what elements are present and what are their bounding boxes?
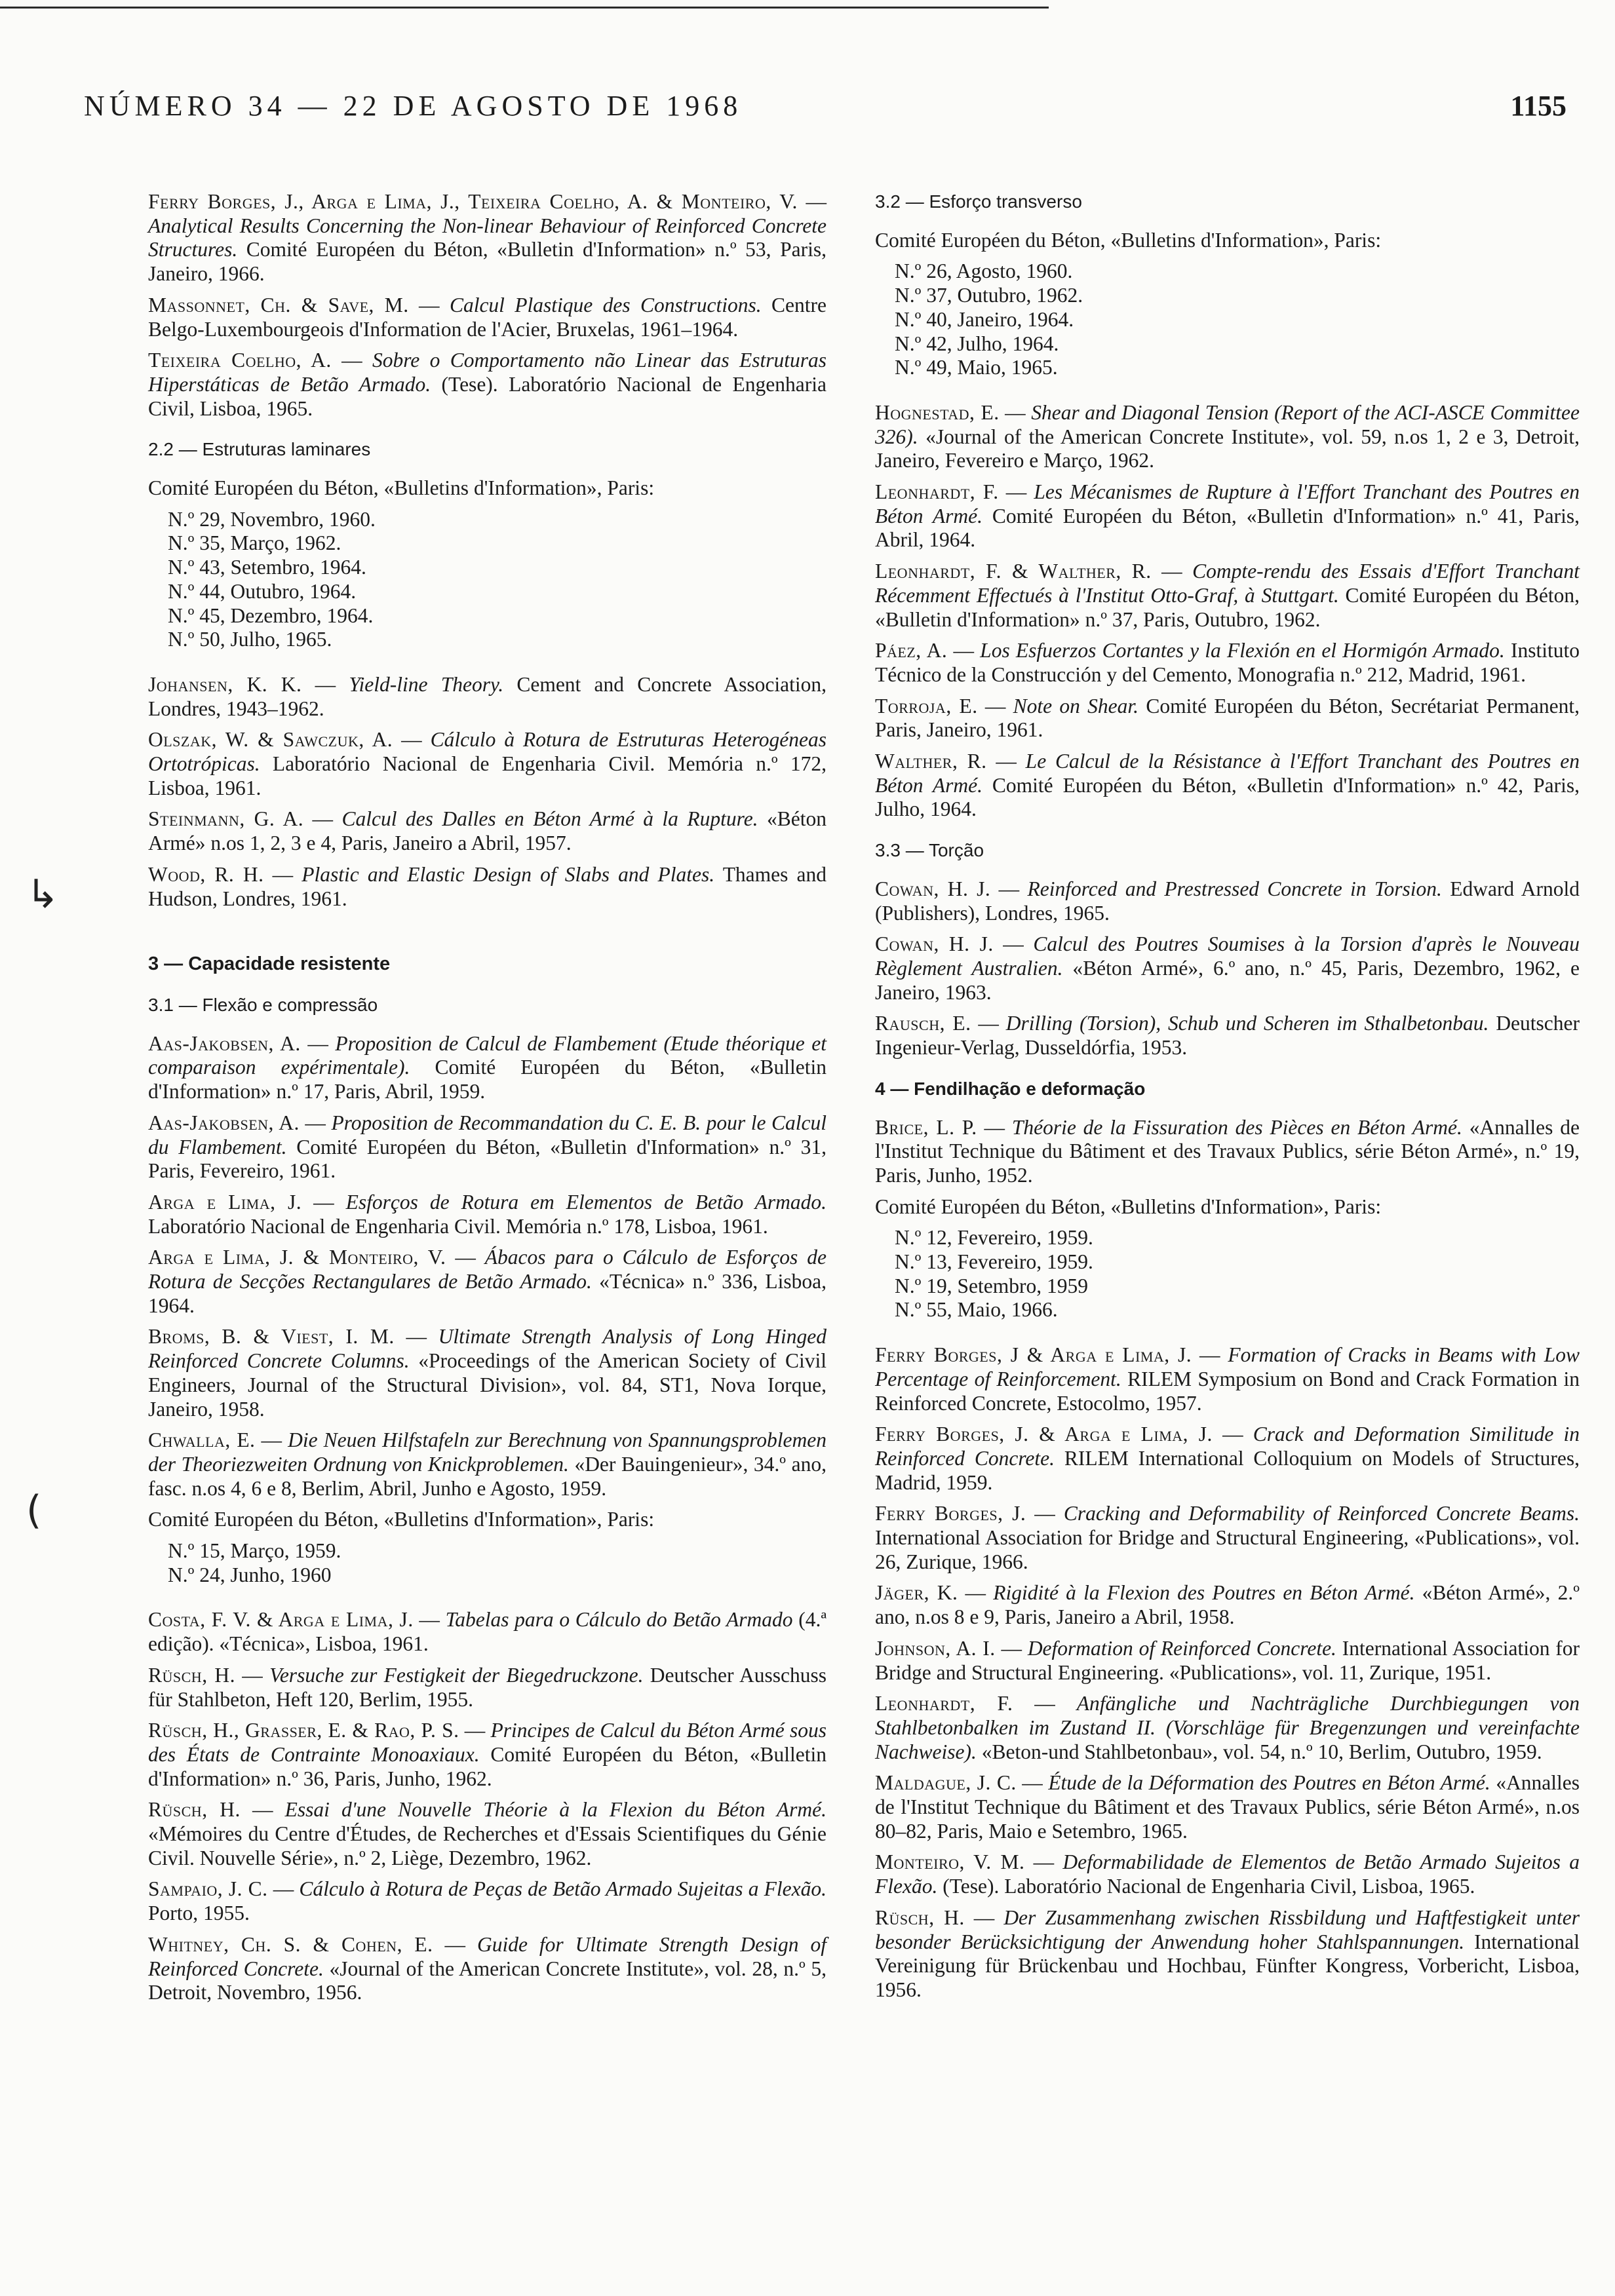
reference-entry: Broms, B. & Viest, I. M. — Ultimate Strength Analysis of Long Hinged Reinforced Concrete Columns. «Proceedings of the American Society of Civil Engineers, Journal of the Structural Division», vol. 84, ST1, Nova Iorque, Janeiro, 1958. <box>148 1325 827 1421</box>
reference-entry: Brice, L. P. — Théorie de la Fissuration des Pièces en Béton Armé. «Annalles de l'Institut Technique du Bâtiment et des Travaux Publics, série Béton Armé», n.º 19, Paris, Junho, 1952. <box>875 1115 1580 1187</box>
reference-entry: Monteiro, V. M. — Deformabilidade de Elementos de Betão Armado Sujeitos a Flexão. (Tese). Laboratório Nacional de Engenharia Civil, Lisboa, 1965. <box>875 1850 1580 1898</box>
reference-title: Principes de Calcul du Béton Armé sous des États de Contrainte Monoaxiaux. <box>148 1719 827 1766</box>
page-header <box>84 89 1566 142</box>
reference-title: Crack and Deformation Similitude in Reinforced Concrete. <box>875 1423 1580 1470</box>
bulletin-issue: N.º 42, Julho, 1964. <box>895 332 1059 355</box>
reference-details: Laboratório Nacional de Engenharia Civil. Memória n.º 178, Lisboa, 1961. <box>148 1214 768 1238</box>
section-heading-3: 3 — Capacidade resistente <box>148 953 391 975</box>
reference-author: Leonhardt, F. & Walther, R. <box>875 560 1152 583</box>
reference-title: Théorie de la Fissuration des Pièces en Béton Armé. <box>1011 1115 1462 1139</box>
reference-author: Rüsch, H. <box>148 1663 235 1687</box>
reference-list <box>148 1608 827 2005</box>
reference-entry: Ferry Borges, J., Arga e Lima, J., Teixeira Coelho, A. & Monteiro, V. — Analytical Results Concerning the Non-linear Behaviour of Reinforced Concrete Structures. Comité Européen du Béton, «Bulletin d'Information» n.º 53, Paris, Janeiro, 1966. <box>148 190 827 286</box>
reference-title: Essai d'une Nouvelle Théorie à la Flexion du Béton Armé. <box>284 1798 827 1822</box>
reference-details: (Tese). Laboratório Nacional de Engenharia Civil, Lisboa, 1965. <box>943 1875 1475 1898</box>
bulletin-issue: N.º 13, Fevereiro, 1959. <box>895 1250 1093 1274</box>
reference-details: «Béton Armé» n.os 1, 2, 3 e 4, Paris, Janeiro a Abril, 1957. <box>148 807 827 855</box>
reference-entry: Maldague, J. C. — Étude de la Déformation des Poutres en Béton Armé. «Annalles de l'Institut Technique du Bâtiment et des Travaux Publics, série Béton Armé», n.os 80–82, Paris, Maio e Setembro, 1965. <box>875 1771 1580 1843</box>
reference-author: Rausch, E. <box>875 1012 971 1035</box>
reference-entry: Massonnet, Ch. & Save, M. — Calcul Plastique des Constructions. Centre Belgo-Luxembourgeois d'Information de l'Acier, Bruxelas, 1961–1964. <box>148 293 827 341</box>
bulletin-issues-list <box>895 1226 1580 1322</box>
reference-author: Massonnet, Ch. & Save, M. <box>148 293 409 316</box>
reference-title: Proposition de Recommandation du C. E. B. pour le Calcul du Flambement. <box>148 1111 827 1158</box>
reference-list <box>875 877 1580 1060</box>
reference-author: Aas-Jakobsen, A. <box>148 1031 301 1055</box>
reference-details: Comité Européen du Béton, «Bulletin d'Information» n.º 17, Paris, Abril, 1959. <box>148 1056 827 1103</box>
reference-author: Olszak, W. & Sawczuk, A. <box>148 728 393 752</box>
reference-details: «Journal of the American Concrete Institute», vol. 28, n.º 5, Detroit, Novembro, 1956. <box>148 1957 827 2004</box>
reference-title: Cracking and Deformability of Reinforced Concrete Beams. <box>1063 1502 1580 1525</box>
reference-title: Der Zusammenhang zwischen Rissbildung und Haftfestigkeit unter besonder Berücksichtigung der Anwendung hoher Stahlspannungen. <box>875 1905 1580 1953</box>
reference-author: Rüsch, H. <box>875 1905 965 1929</box>
reference-title: Formation of Cracks in Beams with Low Percentage of Reinforcement. <box>875 1343 1580 1390</box>
reference-entry: Arga e Lima, J. — Esforços de Rotura em Elementos de Betão Armado. Laboratório Nacional de Engenharia Civil. Memória n.º 178, Lisboa, 1961. <box>148 1190 827 1238</box>
reference-title: Reinforced and Prestressed Concrete in Torsion. <box>1027 877 1442 900</box>
reference-list <box>875 1116 1580 1188</box>
reference-title: Los Esfuerzos Cortantes y la Flexión en el Hormigón Armado. <box>980 639 1505 662</box>
reference-details: Porto, 1955. <box>148 1902 250 1925</box>
reference-details: Deutscher Ausschuss für Stahlbeton, Heft 120, Berlim, 1955. <box>148 1663 827 1711</box>
reference-entry: Rüsch, H. — Essai d'une Nouvelle Théorie à la Flexion du Béton Armé. «Mémoires du Centre d'Études, de Recherches et d'Essais Scientifiques du Génie Civil. Nouvelle Série», n.º 2, Liège, Dezembro, 1962. <box>148 1798 827 1869</box>
reference-title: Anfängliche und Nachträgliche Durchbiegungen von Stahlbetonbalken im Zustand II. (Vorschläge für Bregenzungen und vereinfachte Nachweise). <box>875 1692 1580 1763</box>
reference-title: Calcul des Dalles en Béton Armé à la Rupture. <box>341 807 758 831</box>
reference-entry: Cowan, H. J. — Calcul des Poutres Soumises à la Torsion d'après le Nouveau Règlement Australien. «Béton Armé», 6.º ano, n.º 45, Paris, Dezembro, 1962, e Janeiro, 1963. <box>875 932 1580 1004</box>
ceb-bulletins-line: Comité Européen du Béton, «Bulletins d'Information», Paris: <box>148 1508 655 1531</box>
reference-entry: Johnson, A. I. — Deformation of Reinforced Concrete. International Association for Bridge and Structural Engineering. «Publications», vol. 11, Zurique, 1951. <box>875 1636 1580 1684</box>
reference-author: Leonhardt, F. <box>875 480 999 504</box>
bulletin-issue: N.º 37, Outubro, 1962. <box>895 284 1083 307</box>
reference-details: Comité Européen du Béton, «Bulletin d'Information» n.º 41, Paris, Abril, 1964. <box>875 504 1580 552</box>
bulletin-issue: N.º 24, Junho, 1960 <box>168 1563 332 1586</box>
right-column <box>875 190 1580 2010</box>
reference-title: Guide for Ultimate Strength Design of Reinforced Concrete. <box>148 1932 827 1980</box>
reference-details: «Der Bauingenieur», 34.º ano, fasc. n.os 4, 6 e 8, Berlim, Abril, Junho e Agosto, 1959. <box>148 1452 827 1500</box>
ceb-bulletins-line: Comité Européen du Béton, «Bulletins d'Information», Paris: <box>875 228 1382 252</box>
reference-author: Arga e Lima, J. <box>148 1190 302 1214</box>
reference-author: Maldague, J. C. <box>875 1771 1017 1795</box>
reference-title: Note on Shear. <box>1013 694 1139 718</box>
reference-title: Drilling (Torsion), Schub und Scheren im Sthalbetonbau. <box>1005 1012 1489 1035</box>
bulletin-issues-list <box>168 1539 827 1587</box>
reference-author: Jäger, K. <box>875 1581 958 1605</box>
reference-title: Cálculo à Rotura de Estruturas Heterogéneas Ortotrópicas. <box>148 728 827 776</box>
reference-details: RILEM Symposium on Bond and Crack Formation in Reinforced Concrete, Estocolmo, 1957. <box>875 1367 1580 1415</box>
reference-entry: Sampaio, J. C. — Cálculo à Rotura de Peças de Betão Armado Sujeitas a Flexão. Porto, 1955. <box>148 1877 827 1925</box>
bulletin-issue: N.º 43, Setembro, 1964. <box>168 556 366 579</box>
reference-title: Les Mécanismes de Rupture à l'Effort Tranchant des Poutres en Béton Armé. <box>875 480 1580 527</box>
reference-details: Comité Européen du Béton, «Bulletin d'Information» n.º 53, Paris, Janeiro, 1966. <box>148 238 827 286</box>
reference-author: Leonhardt, F. <box>875 1692 1013 1715</box>
top-edge-rule <box>0 7 1049 9</box>
reference-entry: Chwalla, E. — Die Neuen Hilfstafeln zur Berechnung von Spannungsproblemen der Theoriezweiten Ordnung von Knickproblemen. «Der Bauingenieur», 34.º ano, fasc. n.os 4, 6 e 8, Berlim, Abril, Junho e Agosto, 1959. <box>148 1428 827 1500</box>
reference-author: Aas-Jakobsen, A. <box>148 1111 300 1134</box>
reference-title: Shear and Diagonal Tension (Report of the ACI-ASCE Committee 326). <box>875 400 1580 448</box>
reference-entry: Whitney, Ch. S. & Cohen, E. — Guide for Ultimate Strength Design of Reinforced Concrete. «Journal of the American Concrete Institute», vol. 28, n.º 5, Detroit, Novembro, 1956. <box>148 1932 827 2004</box>
bulletin-issue: N.º 12, Fevereiro, 1959. <box>895 1226 1093 1250</box>
reference-author: Costa, F. V. & Arga e Lima, J. <box>148 1608 414 1632</box>
reference-title: Versuche zur Festigkeit der Biegedruckzone. <box>269 1663 644 1687</box>
reference-details: «Annalles de l'Institut Technique du Bâtiment et des Travaux Publics, série Béton Armé», n.os 80–82, Paris, Maio e Setembro, 1965. <box>875 1771 1580 1843</box>
bulletin-issue: N.º 50, Julho, 1965. <box>168 628 332 651</box>
section-heading-2-2: 2.2 — Estruturas laminares <box>148 439 371 460</box>
reference-entry: Rüsch, H. — Der Zusammenhang zwischen Rissbildung und Haftfestigkeit unter besonder Berücksichtigung der Anwendung hoher Stahlspannungen. International Vereinigung für Brückenbau und Hochbau, Fünfter Kongress, Vorbericht, Lisboa, 1956. <box>875 1905 1580 2001</box>
reference-details: «Annalles de l'Institut Technique du Bâtiment et des Travaux Publics, série Béton Armé», n.º 19, Paris, Junho, 1952. <box>875 1115 1580 1187</box>
reference-details: Deutscher Ingenieur-Verlag, Dusseldórfia, 1953. <box>875 1012 1580 1060</box>
reference-entry: Cowan, H. J. — Reinforced and Prestressed Concrete in Torsion. Edward Arnold (Publishers), Londres, 1965. <box>875 877 1580 925</box>
reference-author: Hognestad, E. <box>875 400 1000 424</box>
reference-author: Páez, A. <box>875 639 948 662</box>
reference-author: Ferry Borges, J., Arga e Lima, J., Teixeira Coelho, A. & Monteiro, V. <box>148 190 798 213</box>
reference-title: Calcul Plastique des Constructions. <box>449 293 762 316</box>
reference-title: Ultimate Strength Analysis of Long Hinged Reinforced Concrete Columns. <box>148 1325 827 1373</box>
reference-entry: Wood, R. H. — Plastic and Elastic Design of Slabs and Plates. Thames and Hudson, Londres, 1961. <box>148 862 827 910</box>
reference-entry: Teixeira Coelho, A. — Sobre o Comportamento não Linear das Estruturas Hiperstáticas de Betão Armado. (Tese). Laboratório Nacional de Engenharia Civil, Lisboa, 1965. <box>148 349 827 420</box>
reference-title: Proposition de Calcul de Flambement (Etude théorique et comparaison expérimentale). <box>148 1031 827 1079</box>
reference-author: Monteiro, V. M. <box>875 1850 1025 1874</box>
reference-entry: Rausch, E. — Drilling (Torsion), Schub und Scheren im Sthalbetonbau. Deutscher Ingenieur-Verlag, Dusseldórfia, 1953. <box>875 1012 1580 1060</box>
reference-details: «Journal of the American Concrete Institute», vol. 59, n.os 1, 2 e 3, Detroit, Janeiro, Fevereiro e Março, 1962. <box>875 425 1580 472</box>
section-heading-3-2: 3.2 — Esforço transverso <box>875 191 1082 212</box>
reference-details: Comité Européen du Béton, «Bulletin d'Information» n.º 42, Paris, Julho, 1964. <box>875 773 1580 821</box>
bulletin-issue: N.º 19, Setembro, 1959 <box>895 1274 1088 1297</box>
reference-details: International Association for Bridge and Structural Engineering, «Publications», vol. 26, Zurique, 1966. <box>875 1526 1580 1573</box>
reference-author: Ferry Borges, J. <box>875 1502 1026 1525</box>
page-number: 1155 <box>1510 90 1566 122</box>
reference-title: Die Neuen Hilfstafeln zur Berechnung von Spannungsproblemen der Theoriezweiten Ordnung von Knickproblemen. <box>148 1428 827 1476</box>
reference-title: Yield-line Theory. <box>349 672 504 696</box>
reference-entry: Walther, R. — Le Calcul de la Résistance à l'Effort Tranchant des Poutres en Béton Armé. Comité Européen du Béton, «Bulletin d'Information» n.º 42, Paris, Julho, 1964. <box>875 750 1580 821</box>
reference-author: Sampaio, J. C. <box>148 1877 268 1901</box>
reference-entry: Rüsch, H. — Versuche zur Festigkeit der Biegedruckzone. Deutscher Ausschuss für Stahlbeton, Heft 120, Berlim, 1955. <box>148 1663 827 1711</box>
reference-details: Comité Européen du Béton, Secrétariat Permanent, Paris, Janeiro, 1961. <box>875 694 1580 742</box>
left-column <box>148 190 827 2012</box>
reference-title: Esforços de Rotura em Elementos de Betão Armado. <box>345 1190 827 1214</box>
bulletin-issue: N.º 55, Maio, 1966. <box>895 1298 1058 1322</box>
reference-title: Deformation of Reinforced Concrete. <box>1027 1636 1336 1660</box>
reference-entry: Olszak, W. & Sawczuk, A. — Cálculo à Rotura de Estruturas Heterogéneas Ortotrópicas. Laboratório Nacional de Engenharia Civil. Memória n.º 172, Lisboa, 1961. <box>148 728 827 799</box>
reference-author: Chwalla, E. <box>148 1428 256 1452</box>
reference-entry: Jäger, K. — Rigidité à la Flexion des Poutres en Béton Armé. «Béton Armé», 2.º ano, n.os 8 e 9, Paris, Janeiro a Abril, 1958. <box>875 1581 1580 1629</box>
ceb-bulletins-line: Comité Européen du Béton, «Bulletins d'Information», Paris: <box>875 1195 1382 1218</box>
reference-details: «Béton Armé», 6.º ano, n.º 45, Paris, Dezembro, 1962, e Janeiro, 1963. <box>875 956 1580 1004</box>
bulletin-issue: N.º 35, Março, 1962. <box>168 531 341 555</box>
reference-entry: Leonhardt, F. — Les Mécanismes de Rupture à l'Effort Tranchant des Poutres en Béton Armé. Comité Européen du Béton, «Bulletin d'Information» n.º 41, Paris, Abril, 1964. <box>875 480 1580 552</box>
reference-entry: Ferry Borges, J & Arga e Lima, J. — Formation of Cracks in Beams with Low Percentage of Reinforcement. RILEM Symposium on Bond and Crack Formation in Reinforced Concrete, Estocolmo, 1957. <box>875 1343 1580 1415</box>
reference-entry: Aas-Jakobsen, A. — Proposition de Calcul de Flambement (Etude théorique et comparaison expérimentale). Comité Européen du Béton, «Bulletin d'Information» n.º 17, Paris, Abril, 1959. <box>148 1031 827 1103</box>
reference-title: Étude de la Déformation des Poutres en Béton Armé. <box>1048 1771 1490 1795</box>
margin-mark: ↳ <box>26 871 60 917</box>
reference-title: Analytical Results Concerning the Non-linear Behaviour of Reinforced Concrete Structures. <box>148 214 827 261</box>
bulletin-issue: N.º 26, Agosto, 1960. <box>895 259 1073 283</box>
reference-author: Wood, R. H. <box>148 862 264 886</box>
reference-author: Whitney, Ch. S. & Cohen, E. <box>148 1932 433 1956</box>
section-heading-3-1: 3.1 — Flexão e compressão <box>148 994 378 1015</box>
reference-entry: Costa, F. V. & Arga e Lima, J. — Tabelas para o Cálculo do Betão Armado (4.ª edição). «Técnica», Lisboa, 1961. <box>148 1608 827 1656</box>
reference-entry: Steinmann, G. A. — Calcul des Dalles en Béton Armé à la Rupture. «Béton Armé» n.os 1, 2, 3 e 4, Paris, Janeiro a Abril, 1957. <box>148 807 827 855</box>
section-heading-4: 4 — Fendilhação e deformação <box>875 1078 1146 1099</box>
reference-details: RILEM International Colloquium on Models of Structures, Madrid, 1959. <box>875 1446 1580 1494</box>
reference-details: Comité Européen du Béton, «Bulletin d'Information» n.º 37, Paris, Outubro, 1962. <box>875 583 1580 631</box>
reference-title: Tabelas para o Cálculo do Betão Armado <box>445 1608 793 1632</box>
issue-title: NÚMERO 34 — 22 DE AGOSTO DE 1968 <box>84 90 743 122</box>
reference-details: «Mémoires du Centre d'Études, de Recherches et d'Essais Scientifiques du Génie Civil. Nouvelle Série», n.º 2, Liège, Dezembro, 1962. <box>148 1822 827 1869</box>
bulletin-issue: N.º 44, Outubro, 1964. <box>168 579 357 603</box>
reference-details: Centre Belgo-Luxembourgeois d'Information de l'Acier, Bruxelas, 1961–1964. <box>148 293 827 341</box>
reference-author: Brice, L. P. <box>875 1115 977 1139</box>
bulletin-issue: N.º 45, Dezembro, 1964. <box>168 603 374 627</box>
reference-details: Laboratório Nacional de Engenharia Civil. Memória n.º 172, Lisboa, 1961. <box>148 752 827 799</box>
reference-details: International Vereinigung für Brückenbau und Hochbau, Fünfter Kongress, Vorbericht, Lisboa, 1956. <box>875 1930 1580 2001</box>
reference-list <box>148 1032 827 1501</box>
reference-title: Deformabilidade de Elementos de Betão Armado Sujeitos a Flexão. <box>875 1850 1580 1898</box>
reference-details: (4.ª edição). «Técnica», Lisboa, 1961. <box>148 1608 827 1656</box>
reference-list <box>148 190 827 421</box>
bulletin-issue: N.º 29, Novembro, 1960. <box>168 507 376 531</box>
reference-details: Edward Arnold (Publishers), Londres, 1965. <box>875 877 1580 925</box>
reference-title: Rigidité à la Flexion des Poutres en Béton Armé. <box>993 1581 1415 1605</box>
reference-entry: Leonhardt, F. & Walther, R. — Compte-rendu des Essais d'Effort Tranchant Récemment Effectués à l'Institut Otto-Graf, à Stuttgart. Comité Européen du Béton, «Bulletin d'Information» n.º 37, Paris, Outubro, 1962. <box>875 560 1580 631</box>
reference-details: International Association for Bridge and Structural Engineering. «Publications», vol. 11, Zurique, 1951. <box>875 1636 1580 1684</box>
bulletin-issue: N.º 15, Março, 1959. <box>168 1539 341 1563</box>
section-heading-3-3: 3.3 — Torção <box>875 840 984 861</box>
reference-details: Comité Européen du Béton, «Bulletin d'Information» n.º 31, Paris, Fevereiro, 1961. <box>148 1135 827 1183</box>
margin-bracket: ( <box>26 1487 42 1533</box>
reference-entry: Johansen, K. K. — Yield-line Theory. Cement and Concrete Association, Londres, 1943–1962. <box>148 672 827 720</box>
bulletin-issues-list <box>168 508 827 652</box>
reference-author: Cowan, H. J. <box>875 932 994 956</box>
reference-title: Calcul des Poutres Soumises à la Torsion d'après le Nouveau Règlement Australien. <box>875 932 1580 980</box>
reference-author: Rüsch, H. <box>148 1798 241 1822</box>
reference-details: «Beton-und Stahlbetonbau», vol. 54, n.º 10, Berlim, Outubro, 1959. <box>981 1740 1542 1763</box>
reference-list <box>875 1343 1580 2002</box>
reference-author: Johnson, A. I. <box>875 1636 996 1660</box>
bulletin-issue: N.º 40, Janeiro, 1964. <box>895 307 1074 331</box>
reference-entry: Hognestad, E. — Shear and Diagonal Tension (Report of the ACI-ASCE Committee 326). «Journal of the American Concrete Institute», vol. 59, n.os 1, 2 e 3, Detroit, Janeiro, Fevereiro e Março, 1962. <box>875 400 1580 472</box>
reference-entry: Aas-Jakobsen, A. — Proposition de Recommandation du C. E. B. pour le Calcul du Flambement. Comité Européen du Béton, «Bulletin d'Information» n.º 31, Paris, Fevereiro, 1961. <box>148 1111 827 1183</box>
reference-entry: Leonhardt, F. — Anfängliche und Nachträgliche Durchbiegungen von Stahlbetonbalken im Zustand II. (Vorschläge für Bregenzungen und vereinfachte Nachweise). «Beton-und Stahlbetonbau», vol. 54, n.º 10, Berlim, Outubro, 1959. <box>875 1692 1580 1763</box>
reference-author: Ferry Borges, J & Arga e Lima, J. <box>875 1343 1192 1367</box>
reference-author: Ferry Borges, J. & Arga e Lima, J. <box>875 1423 1213 1446</box>
bulletin-issue: N.º 49, Maio, 1965. <box>895 356 1058 379</box>
reference-details: «Béton Armé», 2.º ano, n.os 8 e 9, Paris, Janeiro a Abril, 1958. <box>875 1581 1580 1629</box>
reference-title: Cálculo à Rotura de Peças de Betão Armado Sujeitas a Flexão. <box>299 1877 827 1901</box>
reference-details: Thames and Hudson, Londres, 1961. <box>148 862 827 910</box>
reference-title: Sobre o Comportamento não Linear das Estruturas Hiperstáticas de Betão Armado. <box>148 349 827 396</box>
ceb-bulletins-line: Comité Européen du Béton, «Bulletins d'Information», Paris: <box>148 476 655 500</box>
reference-author: Johansen, K. K. <box>148 672 302 696</box>
reference-details: (Tese). Laboratório Nacional de Engenharia Civil, Lisboa, 1965. <box>148 372 827 420</box>
reference-author: Teixeira Coelho, A. <box>148 349 332 372</box>
bulletin-issues-list <box>895 259 1580 380</box>
reference-author: Broms, B. & Viest, I. M. <box>148 1325 395 1349</box>
reference-title: Compte-rendu des Essais d'Effort Tranchant Récemment Effectués à l'Institut Otto-Graf, à Stuttgart. <box>875 560 1580 607</box>
reference-entry: Rüsch, H., Grasser, E. & Rao, P. S. — Principes de Calcul du Béton Armé sous des États de Contrainte Monoaxiaux. Comité Européen du Béton, «Bulletin d'Information» n.º 36, Paris, Junho, 1962. <box>148 1719 827 1790</box>
reference-author: Rüsch, H., Grasser, E. & Rao, P. S. <box>148 1719 459 1742</box>
reference-title: Le Calcul de la Résistance à l'Effort Tranchant des Poutres en Béton Armé. <box>875 750 1580 797</box>
reference-details: «Proceedings of the American Society of Civil Engineers, Journal of the Structural Division», vol. 84, ST1, Nova Iorque, Janeiro, 1958. <box>148 1349 827 1421</box>
reference-details: «Técnica» n.º 336, Lisboa, 1964. <box>148 1270 827 1317</box>
reference-entry: Arga e Lima, J. & Monteiro, V. — Ábacos para o Cálculo de Esforços de Rotura de Secções Rectangulares de Betão Armado. «Técnica» n.º 336, Lisboa, 1964. <box>148 1246 827 1317</box>
reference-details: Instituto Técnico de la Construcción y del Cemento, Monografia n.º 212, Madrid, 1961. <box>875 639 1580 686</box>
reference-details: Comité Européen du Béton, «Bulletin d'Information» n.º 36, Paris, Junho, 1962. <box>148 1742 827 1790</box>
reference-author: Walther, R. <box>875 750 987 773</box>
reference-author: Cowan, H. J. <box>875 877 991 900</box>
reference-entry: Ferry Borges, J. & Arga e Lima, J. — Crack and Deformation Similitude in Reinforced Concrete. RILEM International Colloquium on Models of Structures, Madrid, 1959. <box>875 1423 1580 1494</box>
reference-title: Ábacos para o Cálculo de Esforços de Rotura de Secções Rectangulares de Betão Armado. <box>148 1246 827 1293</box>
reference-list <box>148 673 827 911</box>
reference-details: Cement and Concrete Association, Londres, 1943–1962. <box>148 672 827 720</box>
reference-list <box>875 401 1580 822</box>
reference-author: Steinmann, G. A. <box>148 807 304 831</box>
reference-author: Torroja, E. <box>875 694 978 718</box>
reference-entry: Torroja, E. — Note on Shear. Comité Européen du Béton, Secrétariat Permanent, Paris, Janeiro, 1961. <box>875 694 1580 742</box>
reference-entry: Ferry Borges, J. — Cracking and Deformability of Reinforced Concrete Beams. International Association for Bridge and Structural Engineering, «Publications», vol. 26, Zurique, 1966. <box>875 1502 1580 1573</box>
reference-author: Arga e Lima, J. & Monteiro, V. <box>148 1246 446 1269</box>
reference-title: Plastic and Elastic Design of Slabs and Plates. <box>302 862 715 886</box>
reference-entry: Páez, A. — Los Esfuerzos Cortantes y la Flexión en el Hormigón Armado. Instituto Técnico de la Construcción y del Cemento, Monografia n.º 212, Madrid, 1961. <box>875 639 1580 686</box>
